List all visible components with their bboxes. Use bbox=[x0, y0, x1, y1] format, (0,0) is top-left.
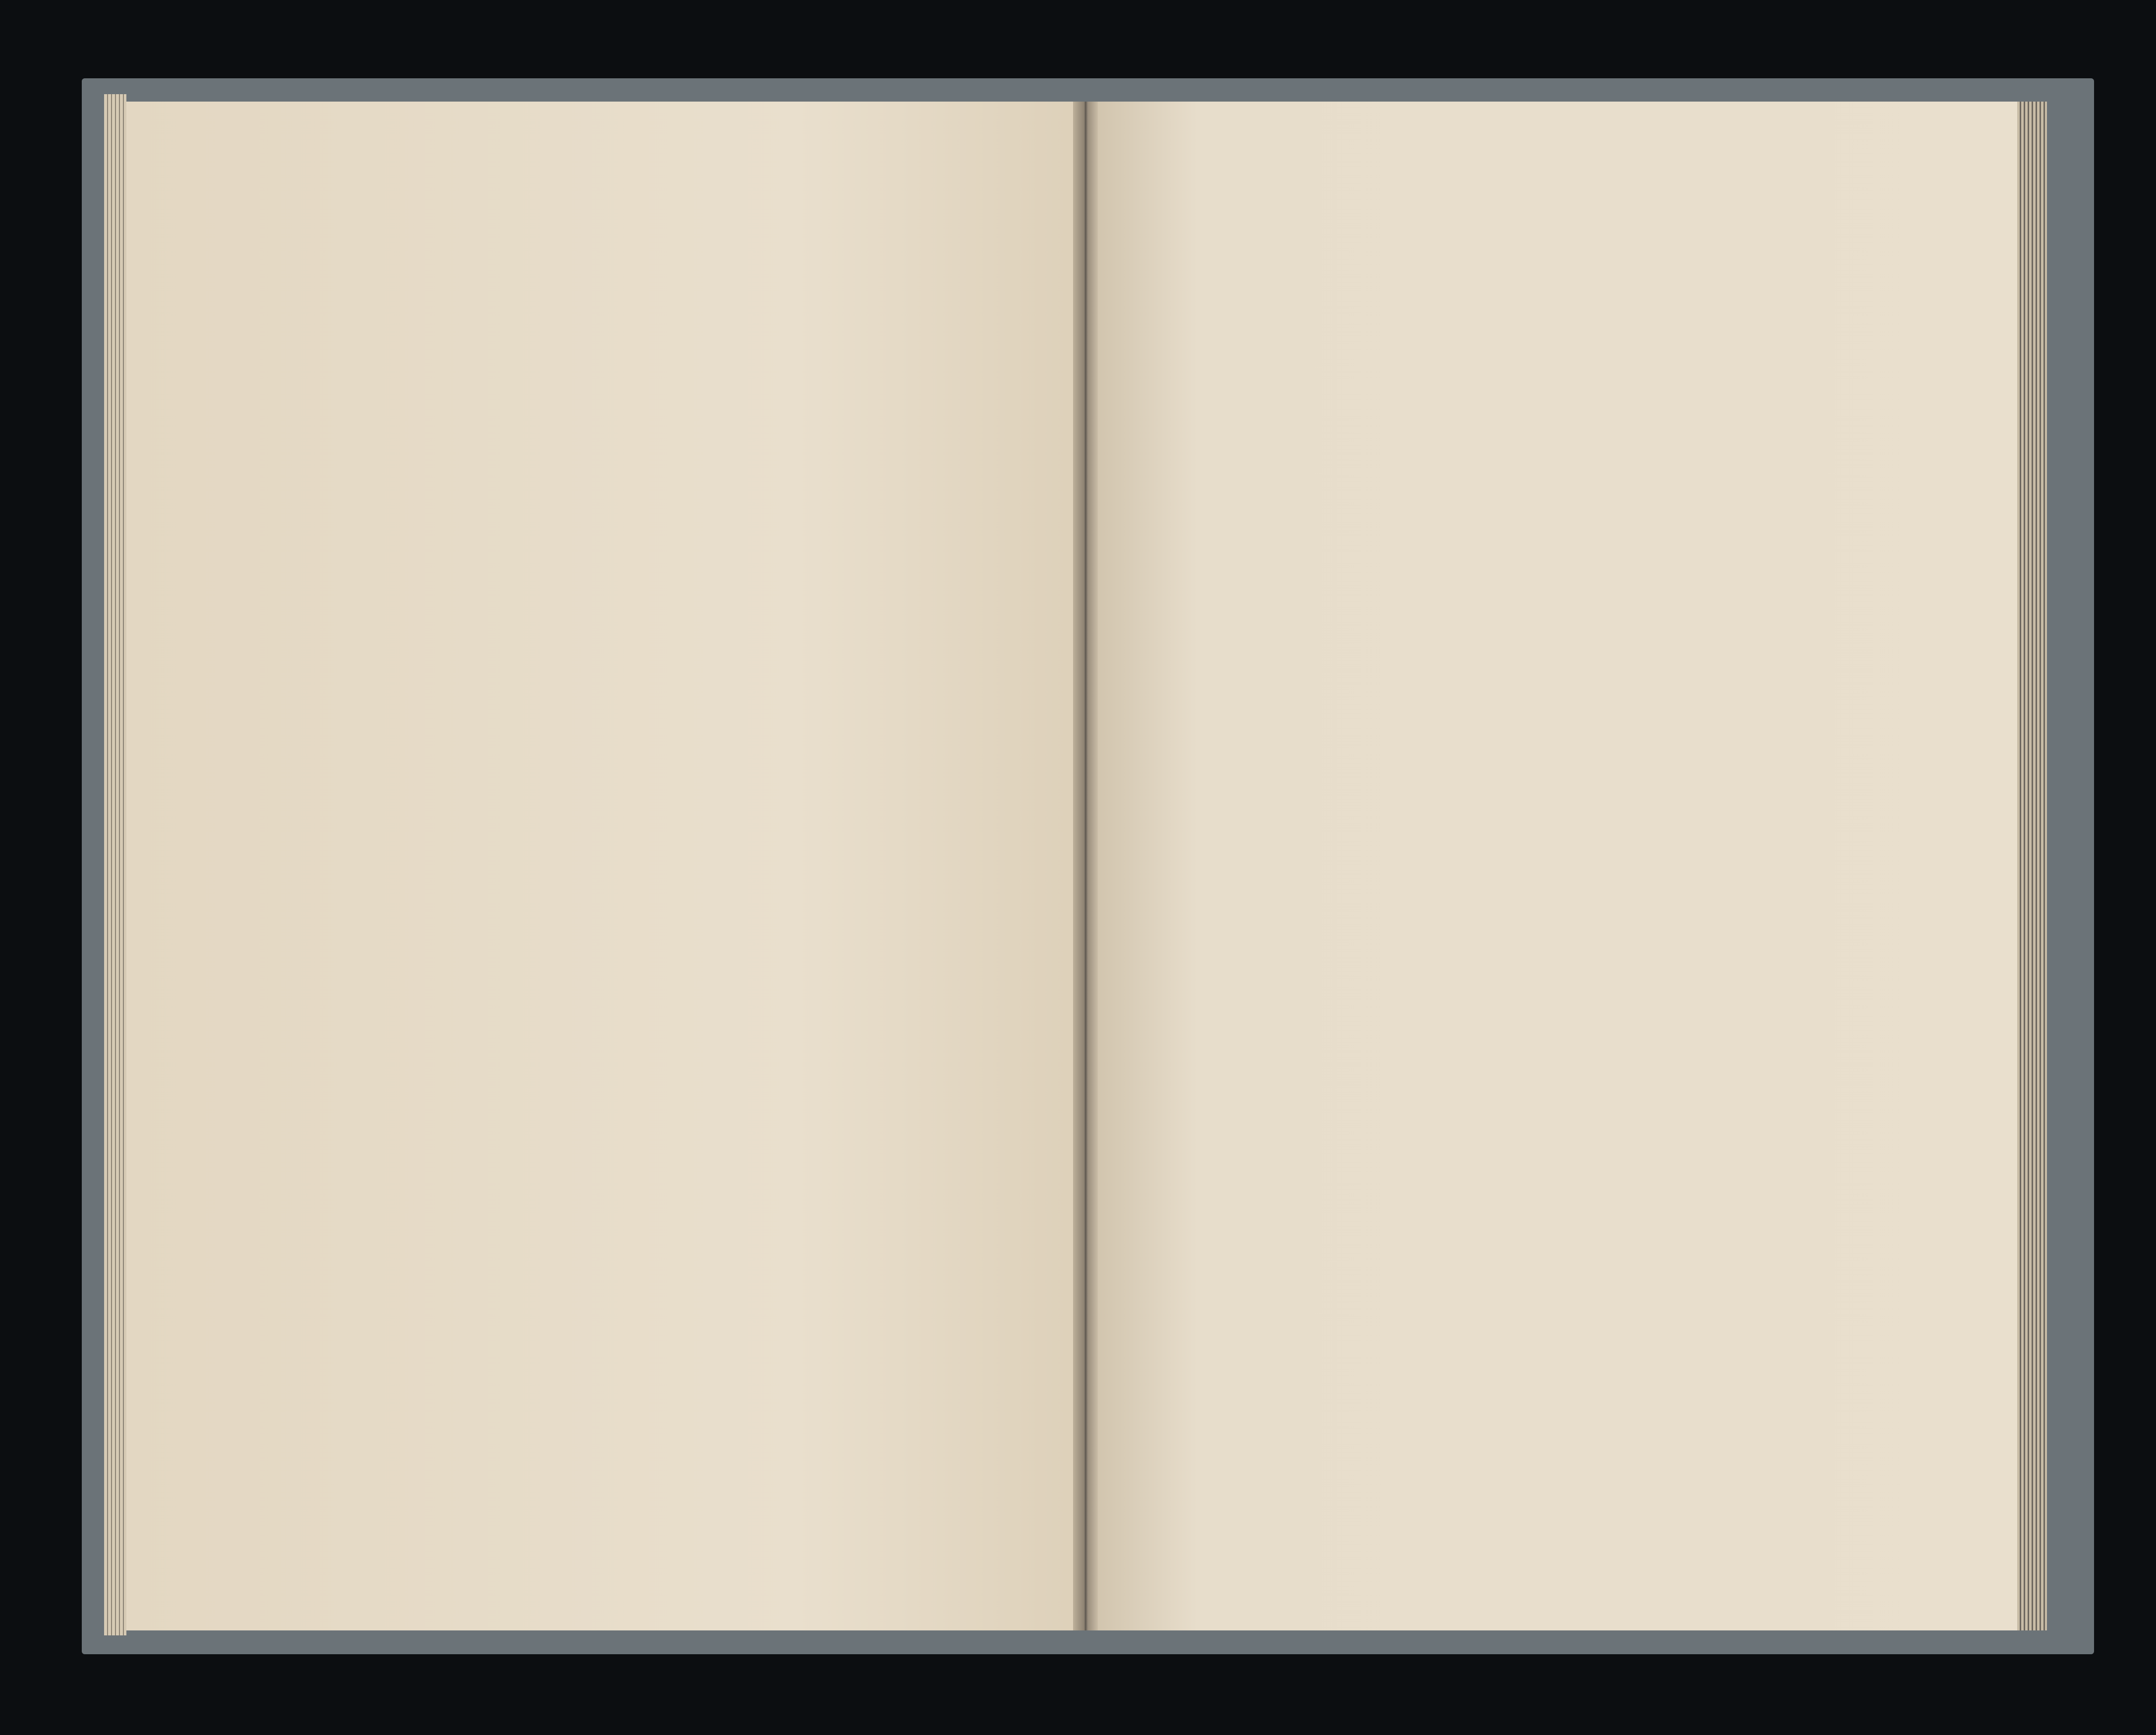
right-page-edges bbox=[2017, 102, 2047, 1630]
book-gutter bbox=[1073, 102, 1098, 1630]
right-page bbox=[1085, 102, 2017, 1630]
left-page-edges bbox=[104, 94, 126, 1635]
left-page bbox=[126, 102, 1085, 1630]
